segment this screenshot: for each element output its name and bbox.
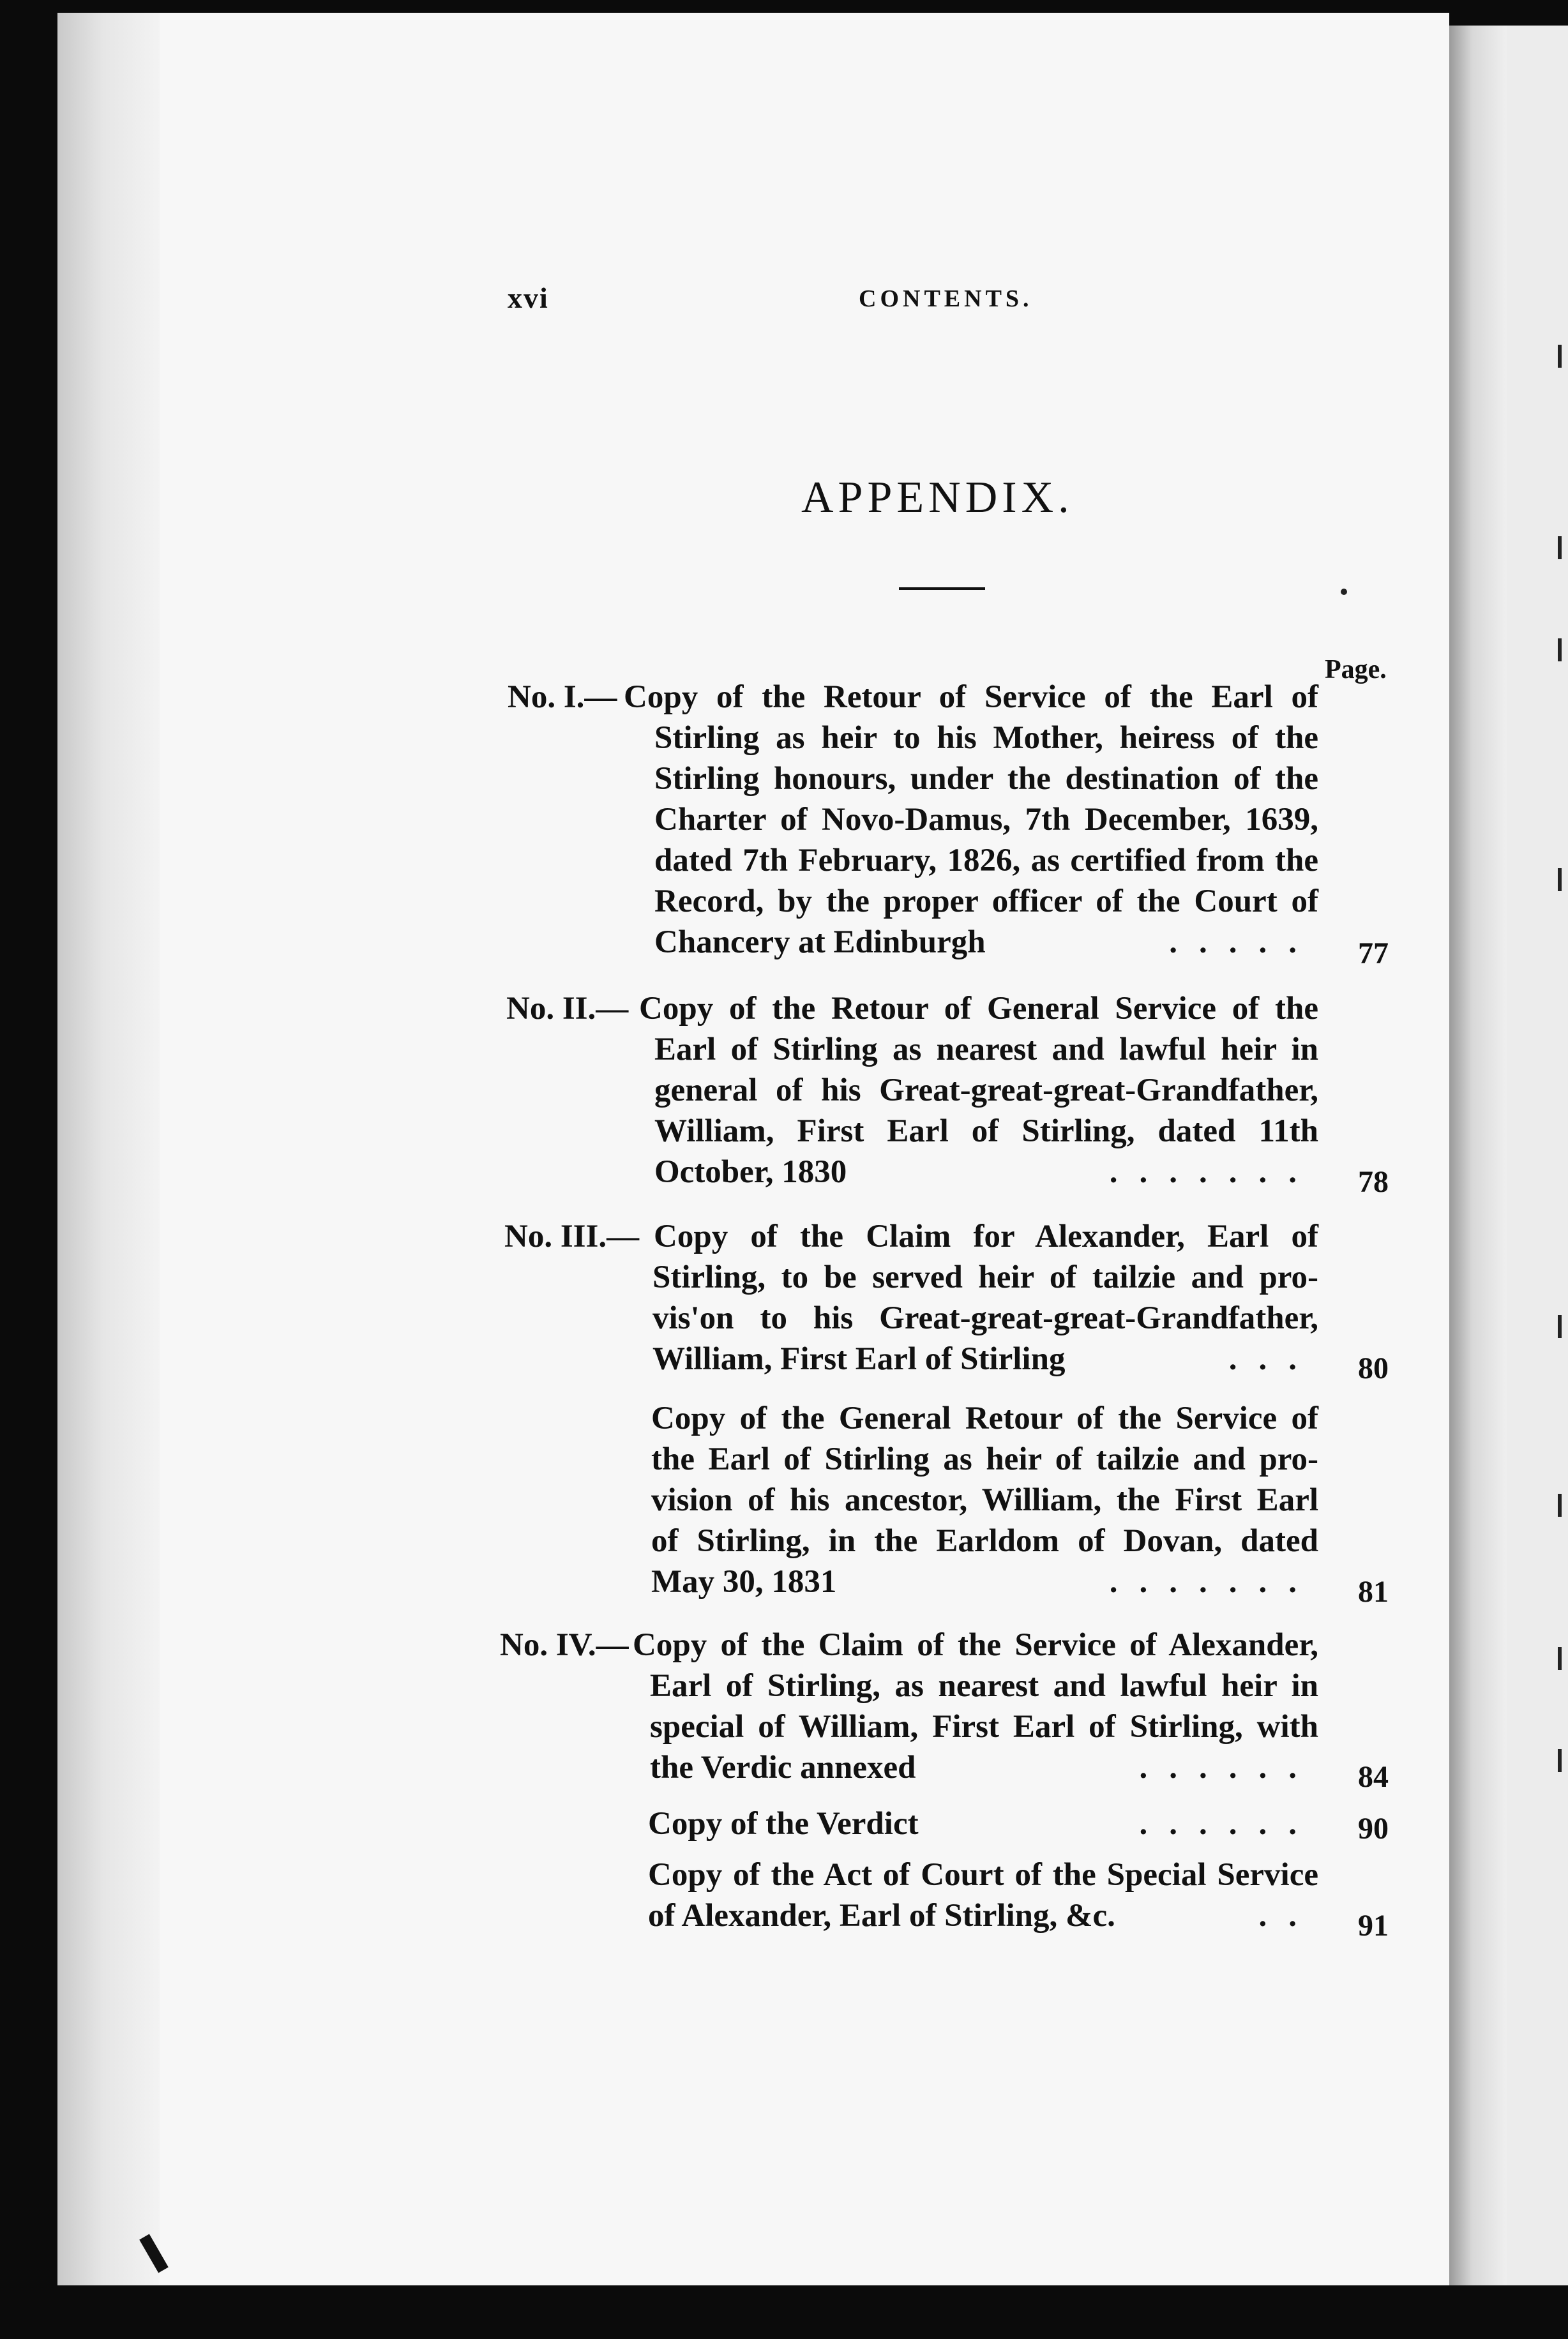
leader-dots: ....... — [1109, 1564, 1318, 1600]
leader-dots: .. — [1258, 1898, 1318, 1934]
entry-page-number: 84 — [1358, 1760, 1389, 1794]
page-column-label: Page. — [1325, 655, 1387, 684]
leader-dots: ...... — [1139, 1806, 1318, 1842]
entry-line: William, First Earl of Stirling — [652, 1341, 1066, 1377]
entry-line: Chancery at Edinburgh — [654, 924, 986, 960]
entry-text — [624, 677, 1318, 963]
appendix-title: APPENDIX. — [801, 473, 1074, 522]
entry-text — [651, 1398, 1318, 1602]
page-number-folio: xvi — [508, 282, 549, 314]
entry-line: general of his Great-great-great-Grandfather, — [654, 1072, 1318, 1108]
entry-line: the Earl of Stirling as heir of tailzie and pro- — [651, 1441, 1318, 1477]
entry-text — [654, 1216, 1318, 1380]
adjacent-page-mark — [1558, 868, 1562, 891]
adjacent-page-mark — [1558, 1494, 1562, 1517]
entry-page-number: 80 — [1358, 1351, 1389, 1385]
entry-line: Copy of the General Retour of the Service of — [651, 1401, 1318, 1436]
entry-line: the Verdic annexed — [650, 1750, 916, 1786]
page-gutter-right — [1449, 26, 1507, 2285]
entry-page-number: 90 — [1358, 1812, 1389, 1846]
adjacent-page-mark — [1558, 1749, 1562, 1772]
adjacent-page-mark — [1558, 638, 1562, 661]
title-rule — [899, 587, 985, 590]
entry-line: of Stirling, in the Earldom of Dovan, dated — [651, 1523, 1318, 1559]
entry-line: William, First Earl of Stirling, dated 11th — [654, 1113, 1318, 1149]
stray-dot — [1341, 589, 1347, 595]
entry-line: Copy of the Retour of General Service of the — [639, 991, 1318, 1027]
entry-line: May 30, 1831 — [651, 1564, 837, 1600]
entry-line: October, 1830 — [654, 1154, 847, 1190]
entry-text — [633, 1625, 1318, 1788]
entry-number: No. II.— — [506, 991, 629, 1027]
entry-line: Earl of Stirling, as nearest and lawful heir in — [650, 1668, 1318, 1704]
entry-number: No. I.— — [508, 679, 617, 715]
adjacent-page-mark — [1558, 536, 1562, 559]
leader-dots: ...... — [1139, 1750, 1318, 1786]
entry-page-number: 81 — [1358, 1575, 1389, 1609]
entry-number: No. III.— — [504, 1219, 640, 1254]
entry-line: Stirling as heir to his Mother, heiress of the — [654, 720, 1318, 756]
entry-line: Copy of the Claim for Alexander, Earl of — [654, 1219, 1318, 1254]
leader-dots: ..... — [1169, 924, 1318, 960]
entry-line: Copy of the Claim of the Service of Alexander, — [633, 1627, 1318, 1663]
running-head: CONTENTS. — [859, 285, 1033, 312]
adjacent-page-mark — [1558, 1315, 1562, 1338]
entry-line: special of William, First Earl of Stirling, with — [650, 1709, 1318, 1745]
entry-page-number: 91 — [1358, 1909, 1389, 1943]
entry-line: vis'on to his Great-great-great-Grandfather, — [652, 1300, 1318, 1336]
leader-dots: ... — [1228, 1341, 1318, 1377]
entry-line: Copy of the Act of Court of the Special Service — [648, 1857, 1318, 1893]
entry-page-number: 78 — [1358, 1165, 1389, 1199]
entry-line: Stirling, to be served heir of tailzie and pro- — [652, 1260, 1318, 1295]
entry-line: vision of his ancestor, William, the First Earl — [651, 1482, 1318, 1518]
entry-line: Copy of the Retour of Service of the Earl of — [624, 679, 1318, 715]
entry-number: No. IV.— — [500, 1627, 629, 1663]
entry-line: dated 7th February, 1826, as certified from the — [654, 843, 1318, 878]
entry-line: Charter of Novo-Damus, 7th December, 1639, — [654, 802, 1318, 838]
entry-page-number: 77 — [1358, 936, 1389, 970]
leader-dots: ....... — [1109, 1154, 1318, 1190]
adjacent-page-mark — [1558, 1647, 1562, 1670]
entry-line: of Alexander, Earl of Stirling, &c. — [648, 1898, 1115, 1934]
entry-text — [648, 1854, 1318, 1936]
adjacent-page-mark — [1558, 345, 1562, 368]
entry-text — [648, 1803, 1318, 1844]
page-header — [0, 281, 1568, 319]
entry-line: Stirling honours, under the destination of the — [654, 761, 1318, 797]
entry-text — [639, 988, 1318, 1192]
entry-line: Copy of the Verdict — [648, 1806, 919, 1842]
entry-line: Record, by the proper officer of the Court of — [654, 884, 1318, 919]
entry-line: Earl of Stirling as nearest and lawful heir in — [654, 1032, 1318, 1067]
